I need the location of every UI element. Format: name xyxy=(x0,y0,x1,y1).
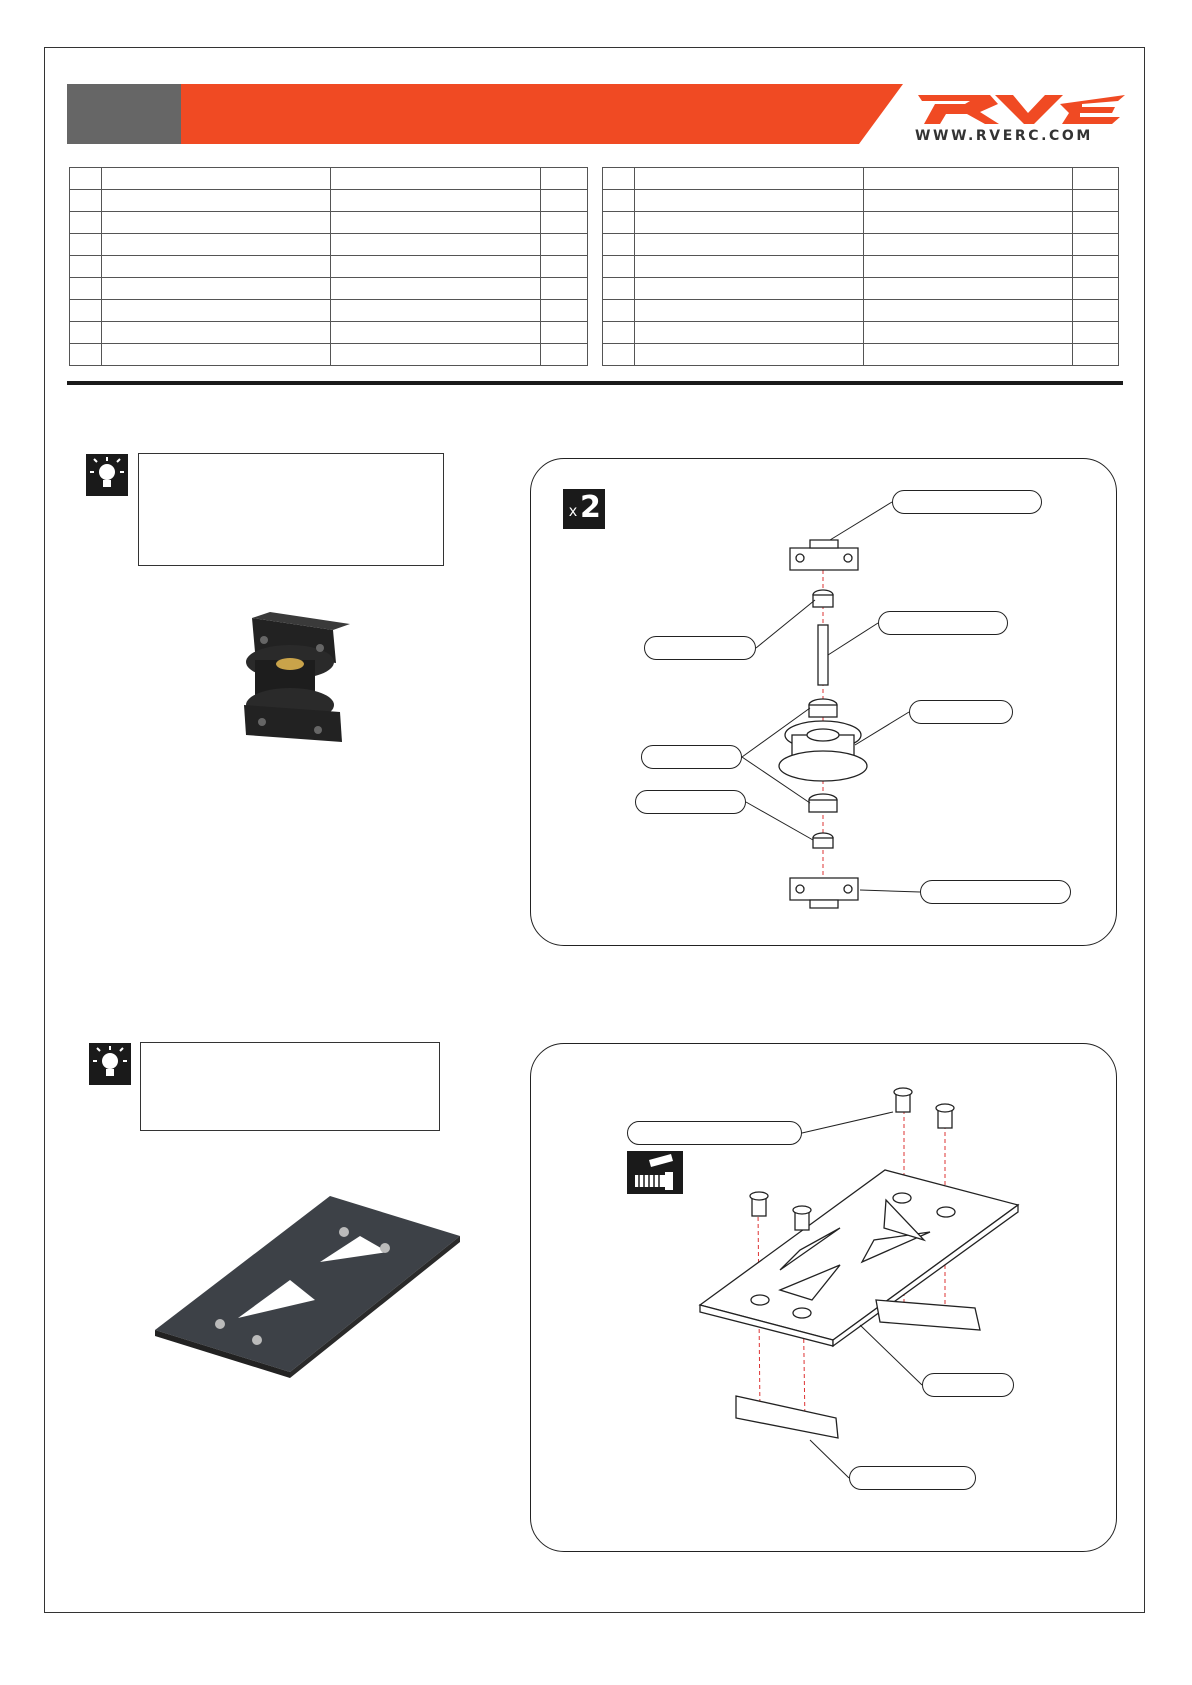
website-url[interactable]: WWW.RVERC.COM xyxy=(915,128,1093,144)
pulley-assembly-render xyxy=(244,612,350,742)
plate-exploded-parts xyxy=(700,1088,1018,1438)
plate-render xyxy=(155,1196,460,1378)
quantity-count: 2 xyxy=(580,490,601,525)
quantity-prefix: x xyxy=(569,503,577,520)
